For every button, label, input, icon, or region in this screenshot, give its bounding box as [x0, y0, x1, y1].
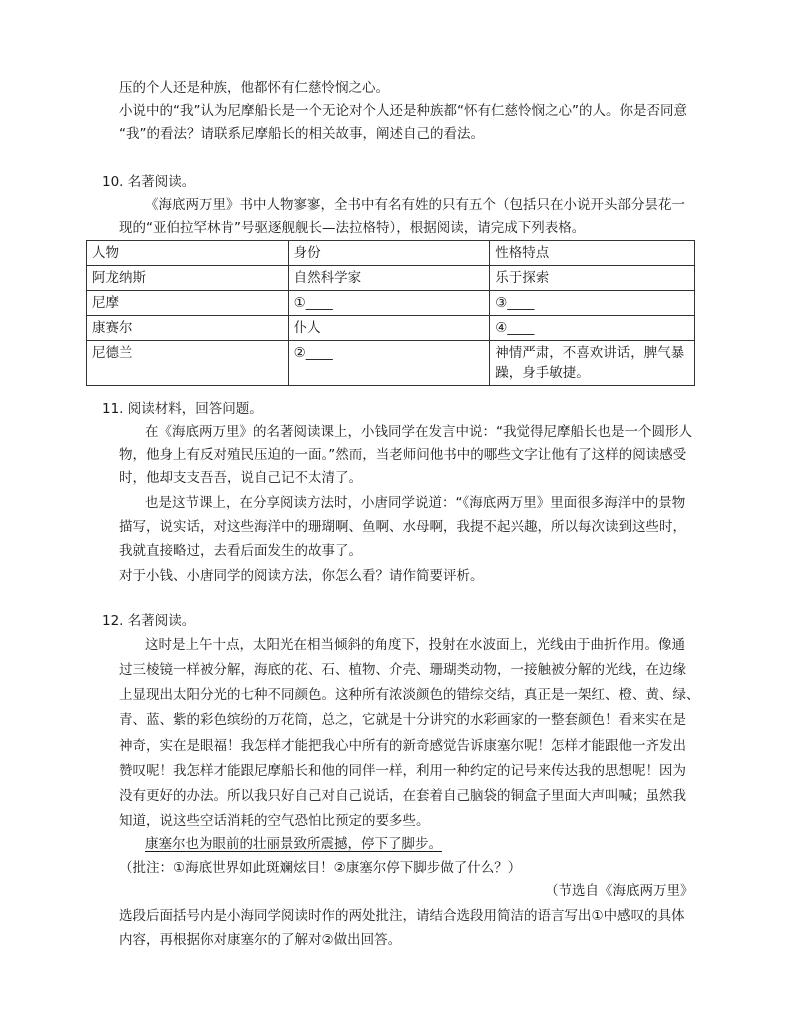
table-cell: 阿龙纳斯 [87, 266, 289, 291]
q11-paragraph-line: 我就直接略过，去看后面发生的故事了。 [119, 543, 362, 559]
q12-source: （节选自《海底两万里》 [545, 883, 694, 899]
q12-passage-line: 没有更好的办法。所以我只好自己对自己说话，在套着自己脑袋的铜盒子里面大声叫喊；虽然我 [119, 788, 686, 804]
q11-heading: 11. 阅读材料，回答问题。 [102, 401, 263, 417]
q11-paragraph-line: 描写，说实话，对这些海洋中的珊瑚啊、鱼啊、水母啊，我提不起兴趣，所以每次读到这些时， [119, 519, 686, 535]
table-cell-blank: ③____ [490, 291, 695, 316]
q12-passage-line: 知道，说这些空话消耗的空气恐怕比预定的要多些。 [119, 813, 430, 829]
q11-question: 对于小钱、小唐同学的阅读方法，你怎么看？请作简要评析。 [119, 568, 484, 584]
q12-question-line: 内容，再根据你对康塞尔的了解对②做出回答。 [119, 932, 402, 948]
table-cell: 神情严肃，不喜欢讲话，脾气暴躁，身手敏捷。 [490, 341, 695, 386]
table-cell: 康赛尔 [87, 316, 289, 341]
table-cell: 乐于探索 [490, 266, 695, 291]
q11-paragraph-line: 也是这节课上，在分享阅读方法时，小唐同学说道：“《海底两万里》里面很多海洋中的景物 [145, 495, 686, 511]
q11-paragraph-line: 时，他却支支吾吾，说自己记不太清了。 [119, 470, 362, 486]
table-cell: 仆人 [288, 316, 490, 341]
table-row [87, 316, 695, 341]
q12-passage-line: 赞叹呢！我怎样才能跟尼摩船长和他的同伴一样，利用一种约定的记号来传达我的思想呢！因为 [119, 763, 686, 779]
table-cell: 尼德兰 [87, 341, 289, 386]
q12-passage-line: 过三棱镜一样被分解，海底的花、石、植物、介壳、珊瑚类动物，一接触被分解的光线，在边缘 [119, 662, 686, 678]
q9-question-line: 小说中的“我”认为尼摩船长是一个无论对个人还是种族都“怀有仁慈怜悯之心”的人。你是否同意 [119, 103, 687, 119]
table-header-cell: 人物 [87, 241, 289, 266]
table-cell-blank: ②____ [288, 341, 490, 386]
q12-annotation: （批注：①海底世界如此斑斓炫目！②康塞尔停下脚步做了什么？） [119, 860, 522, 876]
character-table [86, 240, 695, 386]
table-cell: 自然科学家 [288, 266, 490, 291]
table-header-row [87, 241, 695, 266]
q9-question-line: “我”的看法？请联系尼摩船长的相关故事，阐述自己的看法。 [119, 126, 484, 142]
table-header-cell: 性格特点 [490, 241, 695, 266]
q10-intro-line: 《海底两万里》书中人物寥寥，全书中有名有姓的只有五个（包括只在小说开头部分昙花一 [145, 197, 685, 213]
q12-underlined-sentence: 康塞尔也为眼前的壮丽景致所震撼，停下了脚步。 [145, 836, 442, 852]
table-row [87, 291, 695, 316]
q12-heading: 12. 名著阅读。 [102, 613, 196, 629]
table-cell-blank: ④____ [490, 316, 695, 341]
table-cell-blank: ①____ [288, 291, 490, 316]
q10-intro-line: 现的“亚伯拉罕林肯”号驱逐舰舰长—法拉格特），根据阅读，请完成下列表格。 [119, 220, 586, 236]
q12-passage-line: 神奇，实在是眼福！我怎样才能把我心中所有的新奇感觉告诉康塞尔呢！怎样才能跟他一齐发出 [119, 738, 686, 754]
q12-passage-line: 这时是上午十点，太阳光在相当倾斜的角度下，投射在水波面上，光线由于曲折作用。像通 [145, 637, 685, 653]
table-header-cell: 身份 [288, 241, 490, 266]
q11-paragraph-line: 在《海底两万里》的名著阅读课上，小钱同学在发言中说：“我觉得尼摩船长也是一个圆形人 [145, 424, 692, 440]
table-cell: 尼摩 [87, 291, 289, 316]
q9-text-line: 压的个人还是种族，他都怀有仁慈怜悯之心。 [119, 80, 389, 96]
q10-heading: 10. 名著阅读。 [102, 174, 196, 190]
q11-paragraph-line: 物，他身上有反对殖民压迫的一面。”然而，当老师问他书中的哪些文字让他有了这样的阅读感受 [119, 447, 687, 463]
table-row [87, 266, 695, 291]
table-row [87, 341, 695, 386]
q12-passage-line: 青、蓝、紫的彩色缤纷的万花筒，总之，它就是十分讲究的水彩画家的一整套颜色！看来实在是 [119, 712, 686, 728]
q12-question-line: 选段后面括号内是小海同学阅读时作的两处批注，请结合选段用简洁的语言写出①中感叹的具体 [119, 908, 685, 924]
q12-passage-line: 上显现出太阳分光的七种不同颜色。这种所有浓淡颜色的错综交结，真正是一架红、橙、黄、绿、 [119, 687, 700, 703]
